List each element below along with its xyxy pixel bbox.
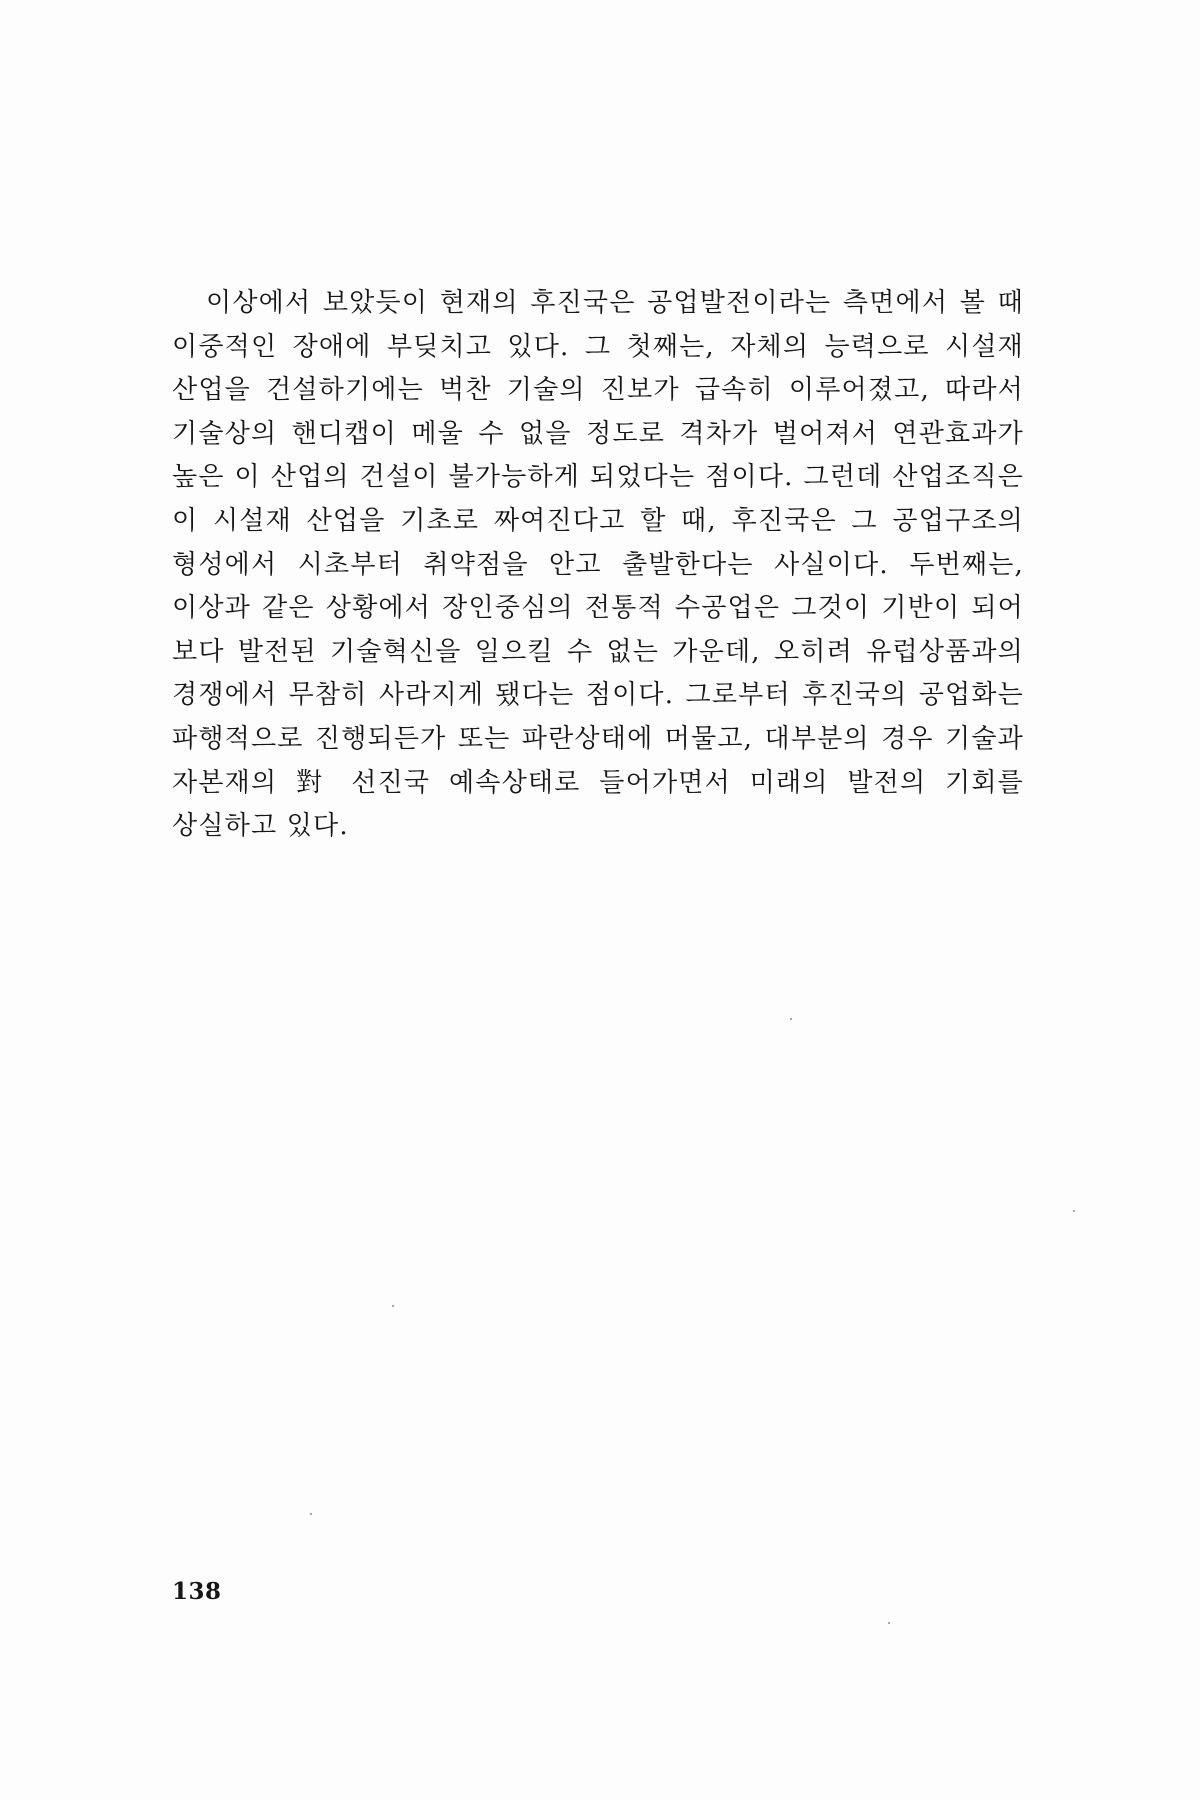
scan-speck xyxy=(790,1018,792,1020)
scan-speck xyxy=(1073,1210,1075,1212)
scan-speck xyxy=(888,1622,890,1624)
scan-speck xyxy=(310,1513,312,1515)
scan-speck xyxy=(392,1305,394,1307)
body-paragraph: 이상에서 보았듯이 현재의 후진국은 공업발전이라는 측면에서 볼 때 이중적인 장애에 부딪치고 있다. 그 첫째는, 자체의 능력으로 시설재 산업을 건설하기에는 벅찬 기술의 진보가 급속히 이루어졌고, 따라서 기술상의 핸디캡이 메울 수 없을 정도로 격차가 벌어져서 연관효과가 높은 이 산업의 건설이 불가능하게 되었다는 점이다. 그런데 산업조직은 이 시설재 산업을 기초로 짜여진다고 할 때, 후진국은 그 공업구조의 형성에서 시초부터 취약점을 안고 출발한다는 사실이다. 두번째는, 이상과 같은 상황에서 장인중심의 전통적 수공업은 그것이 기반이 되어 보다 발전된 기술혁신을 일으킬 수 없는 가운데, 오히려 유럽상품과의 경쟁에서 무참히 사라지게 됐다는 점이다. 그로부터 후진국의 공업화는 파행적으로 진행되든가 또는 파란상태에 머물고, 대부분의 경우 기술과 자본재의 對 선진국 예속상태로 들어가면서 미래의 발전의 기회를 상실하고 있다. xyxy=(172,288,1024,842)
page-number: 138 xyxy=(172,1578,222,1605)
